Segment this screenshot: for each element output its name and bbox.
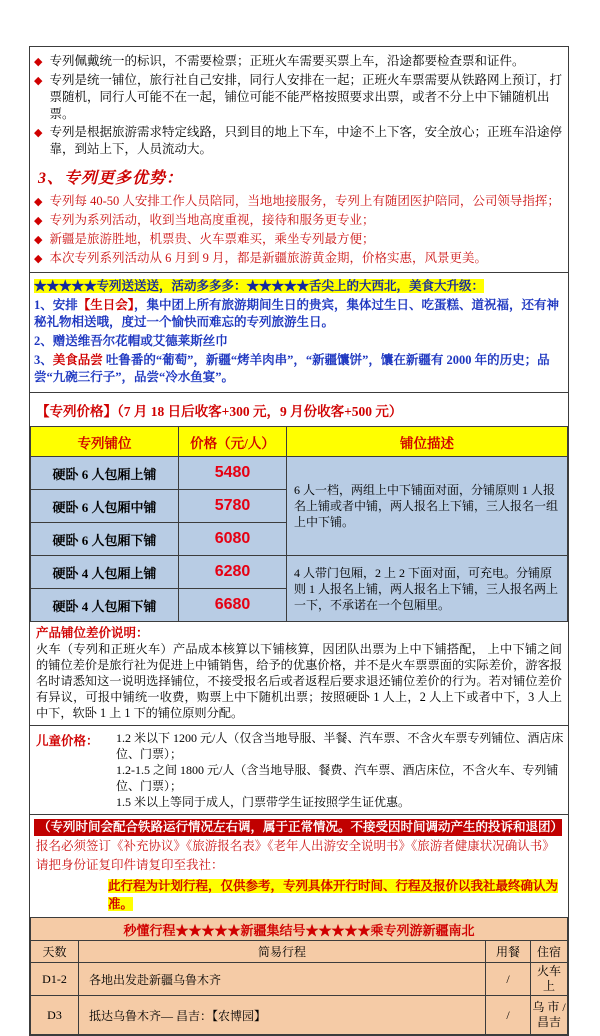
promo-item-text: 3、	[34, 353, 53, 367]
price-cell: 5780	[179, 490, 287, 523]
meals-cell: /	[485, 996, 530, 1035]
children-price-block	[30, 725, 568, 815]
intro-bullet-2	[34, 72, 562, 123]
price-table	[30, 426, 568, 622]
berth-cell: 硬卧 4 人包厢下铺	[31, 589, 179, 622]
route-column-header: 简易行程	[79, 941, 486, 963]
advantage-bullet-text: 专列每 40-50 人安排工作人员陪同，当地地接服务，专列上有随团医护陪同，公司领导指挥；	[49, 194, 560, 208]
diamond-bullet-icon: ◆	[34, 234, 43, 246]
promo-item-gift	[34, 333, 564, 350]
promo-item-text: 1、安排	[34, 298, 78, 312]
intro-bullet-1	[34, 53, 562, 71]
day-cell: D1-2	[31, 963, 79, 996]
diamond-bullet-icon: ◆	[34, 196, 43, 208]
diamond-bullet-icon: ◆	[34, 215, 43, 227]
advantage-bullet-3	[34, 231, 562, 249]
plan-disclaimer-text: 此行程为计划行程，仅供参考，专列具体开行时间、行程及报价以我社最终确认为准。	[108, 879, 559, 911]
promo-item-text: ，集中团上所有旅游期间生日的贵宾，集体过生日、吃蛋糕、道祝福，还有神秘礼物相送哦，度过一个愉快而难忘的专列旅游生日。	[34, 298, 560, 329]
promo-item-text: 2、赠送维吾尔花帽或艾德莱斯丝巾	[34, 334, 228, 348]
children-price-label: 儿童价格：	[36, 734, 99, 748]
promo-item-text: 吐鲁番的“葡萄”，新疆“烤羊肉串”，“新疆馕饼”，馕在新疆有 2000 年的历史；品尝“九碗三行子”，品尝“冷水鱼宴”。	[34, 353, 550, 384]
itinerary-row	[31, 963, 568, 996]
route-cell: 抵达乌鲁木齐— 昌吉：【农博园】	[79, 996, 486, 1035]
children-price-lines	[116, 730, 564, 810]
price-row	[31, 556, 568, 589]
advantage-bullet-text: 专列为系列活动，收到当地高度重视，接待和服务更专业；	[49, 213, 375, 227]
berth-diff-note	[30, 622, 568, 725]
advantage-bullet-text: 本次专列系列活动从 6 月到 9 月，都是新疆旅游黄金期，价格实惠，风景更美。	[49, 251, 487, 265]
berth-cell: 硬卧 6 人包厢下铺	[31, 523, 179, 556]
berth-description-4: 4 人带门包厢，2 上 2 下面对面，可充电。分铺原则 1 人报名上铺，两人报名上下铺，三人报名两上一下，不承诺在一个包厢里。	[287, 556, 568, 622]
itinerary-table	[30, 917, 568, 1035]
price-cell: 6280	[179, 556, 287, 589]
intro-bullet-3	[34, 124, 562, 158]
berth-cell: 硬卧 6 人包厢中铺	[31, 490, 179, 523]
schedule-notice-banner: （专列时间会配合铁路运行情况左右调，属于正常情况。不接受因时间调动产生的投诉和退团）	[34, 819, 562, 836]
price-cell: 6680	[179, 589, 287, 622]
berth-diff-body: 火车（专列和正班火车）产品成本核算以下铺核算，因团队出票为上中下铺搭配， 上中下铺之间的铺位差价是旅行社为促进上中铺销售，给予的优惠价格，并不是火车票票面的实际差价，游客报名时请悉知这一说明选择铺位，不接受报名后或者返程后要求退还铺位差价的行为。若对铺位差价有异议，可报中铺统一收费，购票上中下随机出票；按照硬卧 1 人上，2 人上下或者中下，3 人上中下，软卧 1 上 1 下的铺位原则分配。	[36, 642, 562, 720]
promo-item-food	[34, 352, 564, 386]
intro-bullet-text: 专列是根据旅游需求特定线路，只到目的地上下车，中途不上下客，安全放心；正班车沿途停靠，到站上下，人员流动大。	[49, 125, 562, 156]
meals-column-header: 用餐	[485, 941, 530, 963]
advantages-heading: 3、专列更多优势：	[38, 170, 184, 187]
itinerary-title: 秒懂行程★★★★★新疆集结号★★★★★乘专列游新疆南北	[31, 918, 568, 941]
price-row	[31, 457, 568, 490]
promo-item-birthday	[34, 297, 564, 331]
promo-section	[30, 273, 568, 393]
price-cell: 6080	[179, 523, 287, 556]
itinerary-row	[31, 996, 568, 1035]
promo-star-banner-text: ★★★★★专列送送送，活动多多多：★★★★★舌尖上的大西北，美食大升级：	[34, 279, 485, 293]
berth-column-header: 专列铺位	[31, 427, 179, 457]
diamond-bullet-icon: ◆	[34, 127, 43, 139]
id-copy-line: 请把身份证复印件请复印至我社：	[36, 858, 224, 872]
diamond-bullet-icon: ◆	[34, 56, 43, 68]
children-price-line: 1.2-1.5 之间 1800 元/人（含当地导服、餐费、汽车票、酒店床位，不含火车、专列铺位、门票）；	[116, 763, 559, 793]
advantage-bullet-4	[34, 250, 562, 268]
price-table-header-row	[31, 427, 568, 457]
berth-cell: 硬卧 6 人包厢上铺	[31, 457, 179, 490]
meals-cell: /	[485, 963, 530, 996]
diamond-bullet-icon: ◆	[34, 253, 43, 265]
price-heading: 【专列价格】（7 月 18 日后收客+300 元，9 月份收客+500 元）	[36, 404, 403, 419]
stay-cell: 火车上	[530, 963, 567, 996]
price-column-header: 价格（元/人）	[179, 427, 287, 457]
advantage-bullet-2	[34, 212, 562, 230]
berth-diff-label: 产品铺位差价说明：	[36, 626, 149, 640]
diamond-bullet-icon: ◆	[34, 75, 43, 87]
itinerary-header-row	[31, 941, 568, 963]
signup-documents-line: 报名必须签订《补充协议》《旅游报名表》《老年人出游安全说明书》《旅游者健康状况确认书》	[36, 839, 555, 853]
price-cell: 5480	[179, 457, 287, 490]
document-body	[29, 46, 569, 1036]
promo-star-banner	[34, 277, 564, 295]
advantage-bullet-text: 新疆是旅游胜地，机票贵、火车票难买，乘坐专列最方便；	[49, 232, 375, 246]
stay-column-header: 住宿	[530, 941, 567, 963]
intro-section	[30, 47, 568, 273]
children-price-line: 1.5 米以上等同于成人，门票带学生证按照学生证优惠。	[116, 795, 411, 809]
day-cell: D3	[31, 996, 79, 1035]
berth-description-6: 6 人一档，两组上中下铺面对面，分铺原则 1 人报名上铺或者中铺，两人报名上下铺，三人报名一组上中下铺。	[287, 457, 568, 556]
route-cell: 各地出发赴新疆乌鲁木齐	[79, 963, 486, 996]
itinerary-title-row	[31, 918, 568, 941]
intro-bullet-text: 专列是统一铺位，旅行社自己安排，同行人安排在一起；正班火车票需要从铁路网上预订，打票随机，同行人可能不在一起，铺位可能不能严格按照要求出票，或者不分上中下铺随机出票。	[49, 73, 562, 121]
advantage-bullet-1	[34, 193, 562, 211]
berth-cell: 硬卧 4 人包厢上铺	[31, 556, 179, 589]
stay-cell: 乌 市 / 昌吉	[530, 996, 567, 1035]
children-price-line: 1.2 米以下 1200 元/人（仅含当地导服、半餐、汽车票、不含火车票专列铺位、酒店床位、门票）；	[116, 731, 564, 761]
intro-bullet-text: 专列佩戴统一的标识，不需要检票；正班火车需要买票上车，沿途都要检查票和证件。	[49, 54, 525, 68]
promo-item-highlight: 美食品尝	[52, 353, 103, 367]
day-column-header: 天数	[31, 941, 79, 963]
promo-item-highlight: 【生日会】	[77, 298, 135, 312]
plan-disclaimer	[108, 877, 568, 913]
price-section	[30, 393, 568, 913]
description-column-header: 铺位描述	[287, 427, 568, 457]
